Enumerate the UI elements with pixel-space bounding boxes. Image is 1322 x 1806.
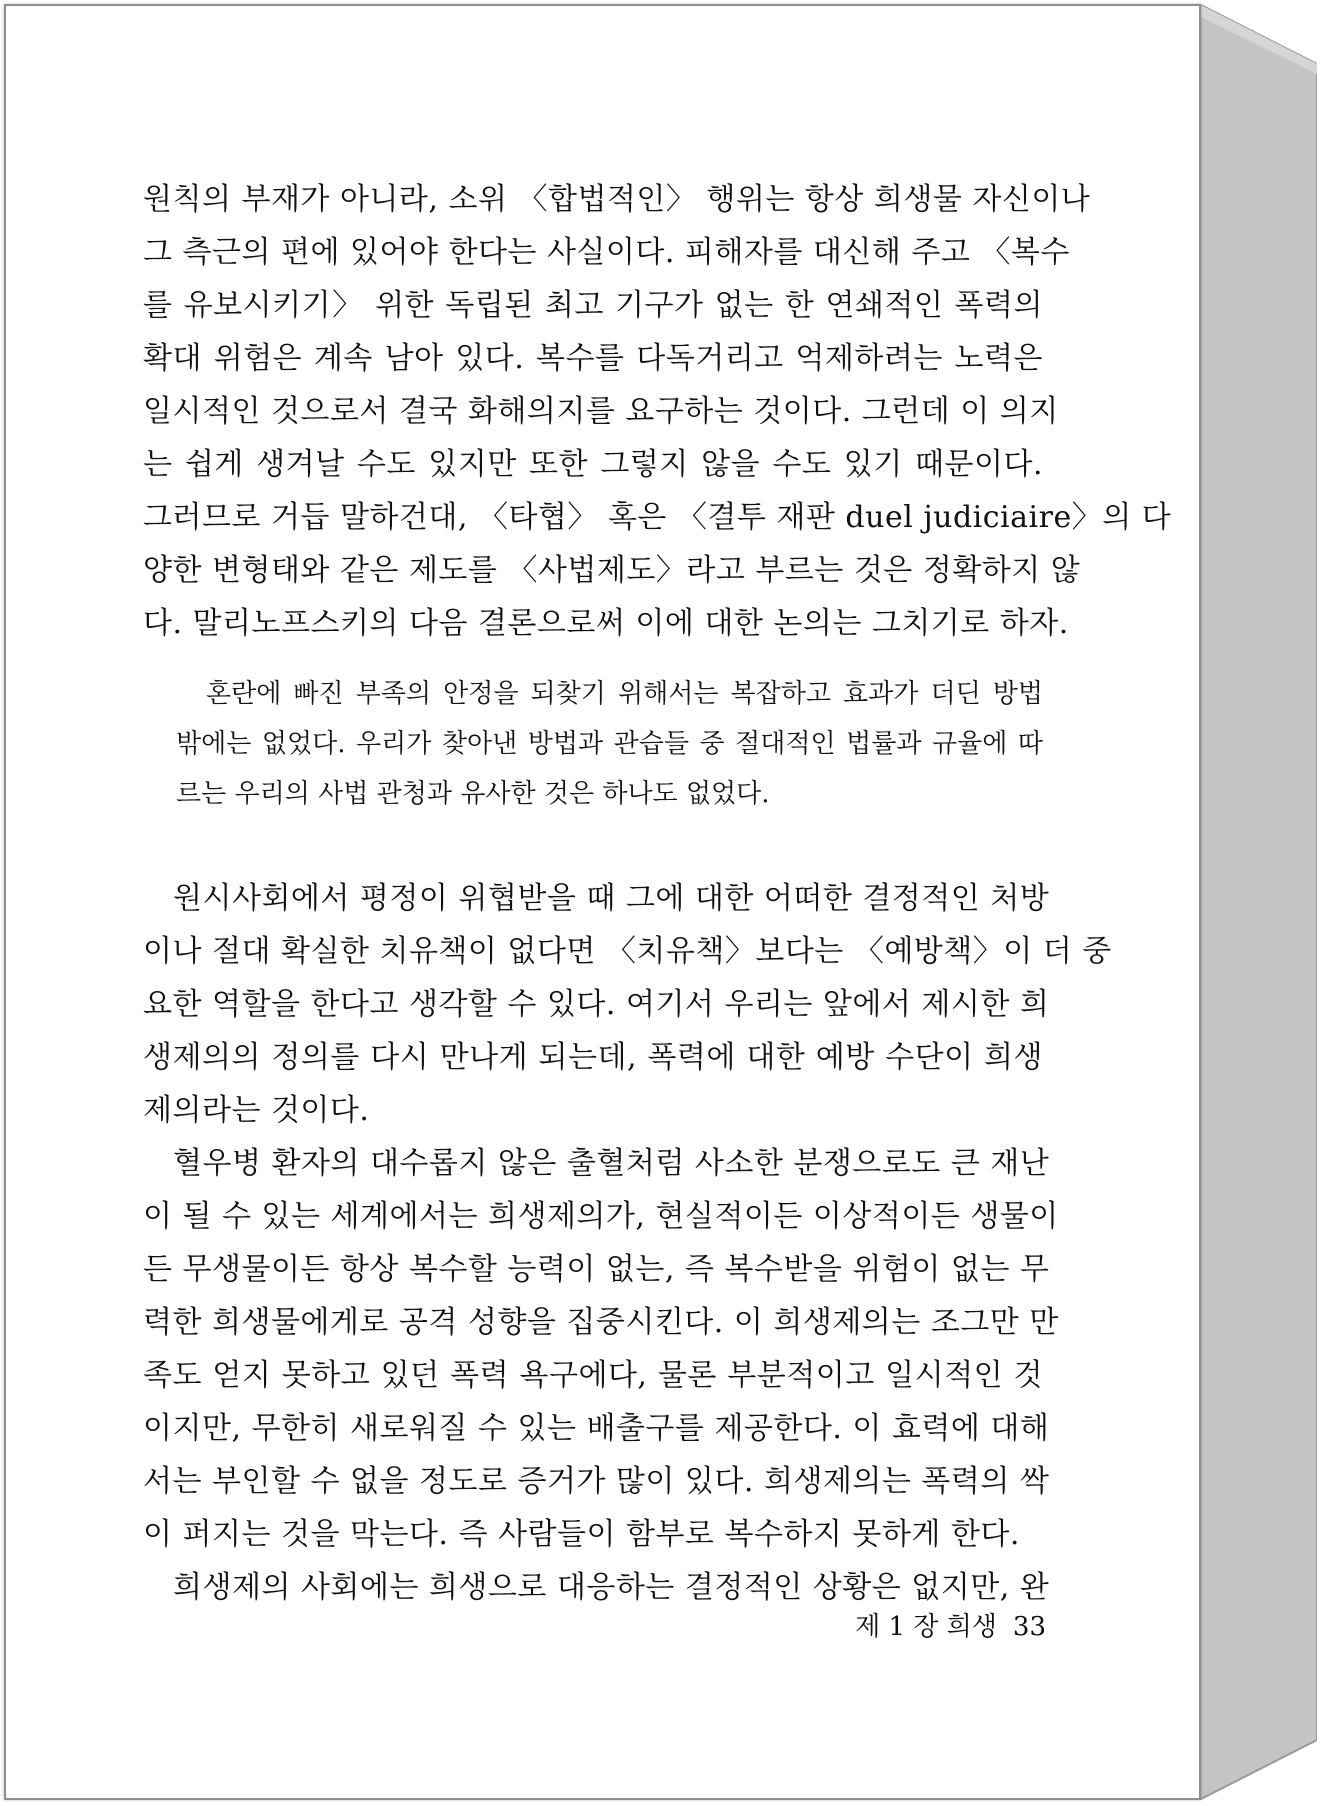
- block-quote: [176, 669, 1043, 819]
- text-line: 그 측근의 편에 있어야 한다는 사실이다. 피해자를 대신해 주고 〈복수: [143, 235, 1070, 270]
- quote-line: 르는 우리의 사법 관청과 유사한 것은 하나도 없었다.: [176, 779, 770, 809]
- text-line: 혈우병 환자의 대수롭지 않은 출혈처럼 사소한 분쟁으로도 큰 재난: [173, 1146, 1050, 1181]
- quote-line: 밖에는 없었다. 우리가 찾아낸 방법과 관습들 중 절대적인 법률과 규율에 따: [176, 729, 1043, 759]
- text-line: 원칙의 부재가 아니라, 소위 〈합법적인〉 행위는 항상 희생물 자신이나: [143, 182, 1091, 217]
- text-line: 요한 역할을 한다고 생각할 수 있다. 여기서 우리는 앞에서 제시한 희: [143, 987, 1050, 1022]
- book-page: [4, 4, 1201, 1800]
- text-line: 든 무생물이든 항상 복수할 능력이 없는, 즉 복수받을 위험이 없는 무: [143, 1252, 1050, 1287]
- paragraph-1: [143, 173, 1172, 650]
- text-line: 원시사회에서 평정이 위협받을 때 그에 대한 어떠한 결정적인 처방: [173, 881, 1050, 916]
- text-line: 를 유보시키기〉 위한 독립된 최고 기구가 없는 한 연쇄적인 폭력의: [143, 288, 1043, 323]
- page-footer: [836, 1606, 1046, 1643]
- text-line: 력한 희생물에게로 공격 성향을 집중시킨다. 이 희생제의는 조그만 만: [143, 1305, 1059, 1340]
- text-line: 이 퍼지는 것을 막는다. 즉 사람들이 함부로 복수하지 못하게 한다.: [143, 1517, 1020, 1552]
- paragraph-2: [143, 872, 1112, 1137]
- text-line: 이나 절대 확실한 치유책이 없다면 〈치유책〉보다는 〈예방책〉이 더 중: [143, 934, 1112, 969]
- page-number: 33: [1012, 1612, 1046, 1642]
- text-line: 양한 변형태와 같은 제도를 〈사법제도〉라고 부르는 것은 정확하지 않: [143, 553, 1081, 588]
- text-line: 족도 얻지 못하고 있던 폭력 욕구에다, 물론 부분적이고 일시적인 것: [143, 1358, 1043, 1393]
- text-line: 일시적인 것으로서 결국 화해의지를 요구하는 것이다. 그런데 이 의지: [143, 394, 1059, 429]
- text-line: 제의라는 것이다.: [143, 1093, 370, 1128]
- book: [4, 4, 1318, 1802]
- text-line: 이 될 수 있는 세계에서는 희생제의가, 현실적이든 이상적이든 생물이: [143, 1199, 1059, 1234]
- text-line: 이지만, 무한히 새로워질 수 있는 배출구를 제공한다. 이 효력에 대해: [143, 1411, 1050, 1446]
- book-spine-side: [1199, 4, 1317, 1800]
- chapter-label: 제 1 장 희생: [855, 1612, 997, 1642]
- text-line: 서는 부인할 수 없을 정도로 증거가 많이 있다. 희생제의는 폭력의 싹: [143, 1464, 1050, 1499]
- text-line: 그러므로 거듭 말하건대, 〈타협〉 혹은 〈결투 재판 duel judiciaire〉의 다: [143, 500, 1172, 535]
- text-line: 희생제의 사회에는 희생으로 대응하는 결정적인 상황은 없지만, 완: [173, 1570, 1050, 1605]
- quote-line: 혼란에 빠진 부족의 안정을 되찾기 위해서는 복잡하고 효과가 더딘 방법: [206, 679, 1043, 709]
- text-line: 확대 위험은 계속 남아 있다. 복수를 다독거리고 억제하려는 노력은: [143, 341, 1043, 376]
- text-line: 생제의의 정의를 다시 만나게 되는데, 폭력에 대한 예방 수단이 희생: [143, 1040, 1043, 1075]
- text-line: 는 쉽게 생겨날 수도 있지만 또한 그렇지 않을 수도 있기 때문이다.: [143, 447, 1043, 482]
- text-line: 다. 말리노프스키의 다음 결론으로써 이에 대한 논의는 그치기로 하자.: [143, 606, 1069, 641]
- paragraph-3: [143, 1137, 1059, 1561]
